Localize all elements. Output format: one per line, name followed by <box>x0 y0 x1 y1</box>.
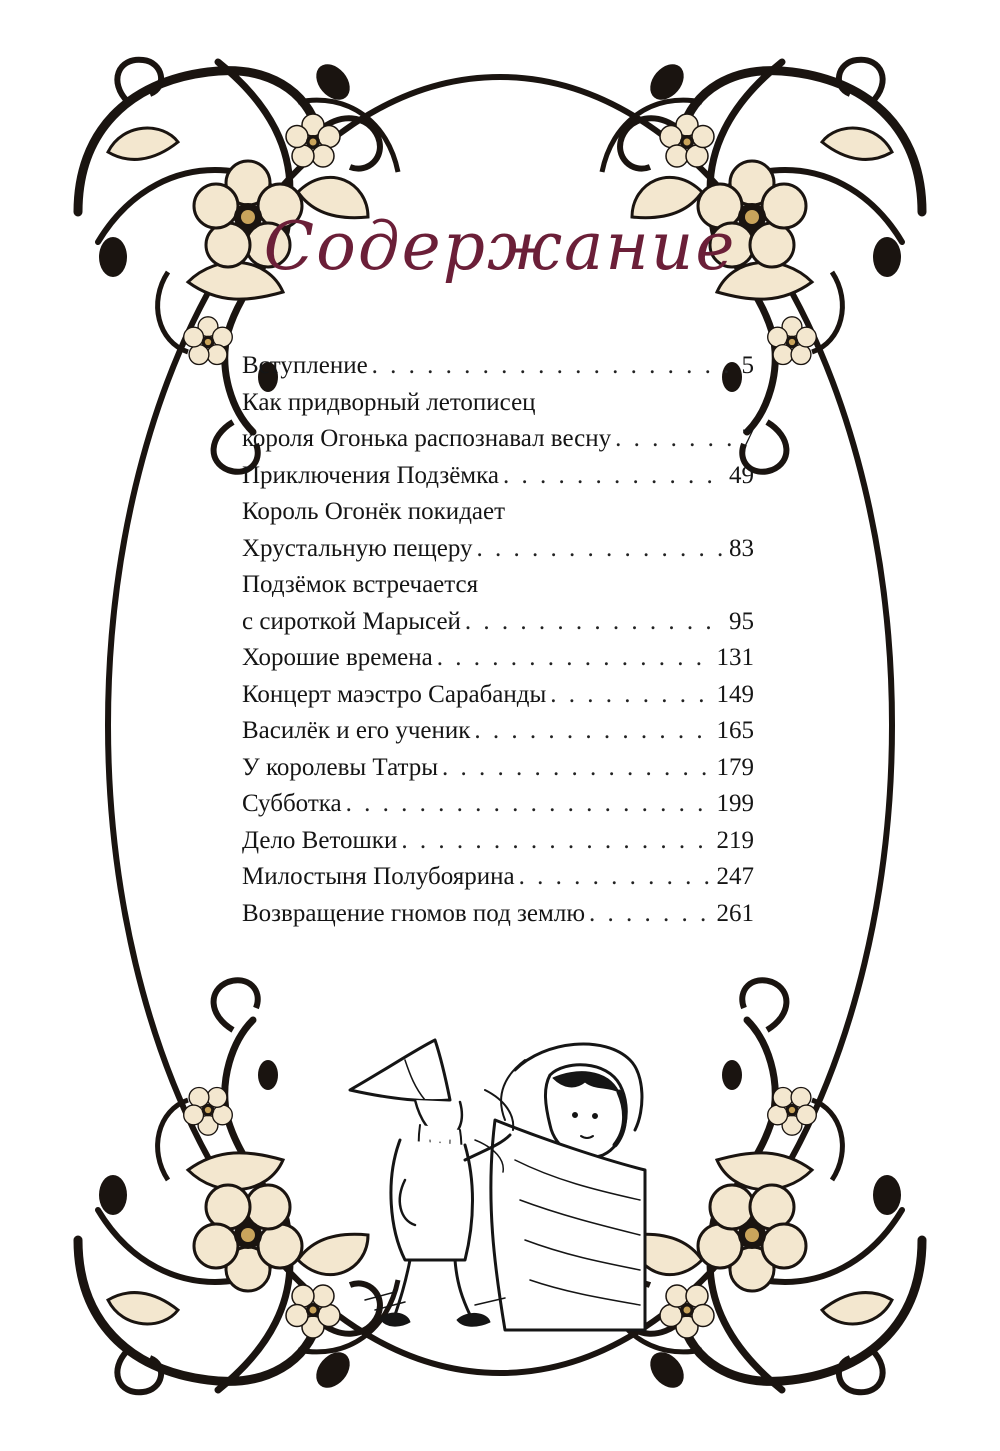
toc-entry-row <box>242 896 754 933</box>
toc-entry <box>242 567 754 640</box>
toc-page-number: 83 <box>729 534 754 562</box>
toc-page-number: 131 <box>716 644 754 671</box>
toc-entry-title: Дело Ветошки <box>242 826 398 854</box>
toc-entry-row <box>242 786 754 823</box>
toc-page-number: 179 <box>716 753 754 781</box>
table-of-contents <box>242 348 754 932</box>
dot-leader <box>401 823 712 860</box>
toc-entry-title-line: Подзёмок встречается <box>242 571 479 598</box>
toc-entry-title-line: Король Огонёк покидает <box>242 498 506 525</box>
toc-entry-title: Приключения Подзёмка <box>242 461 499 489</box>
toc-entry-title: Милостыня Полубоярина <box>242 863 515 890</box>
dot-leader <box>615 421 737 458</box>
toc-page-number: 49 <box>729 461 754 489</box>
toc-page-number: 219 <box>716 826 754 854</box>
toc-entry-row <box>242 859 754 896</box>
toc-entry-row <box>242 458 754 495</box>
toc-page-number: 247 <box>716 863 754 890</box>
dot-leader <box>474 713 712 750</box>
toc-entry <box>242 713 754 750</box>
dot-leader <box>519 859 713 896</box>
toc-entry-row <box>242 713 754 750</box>
dot-leader <box>477 531 725 568</box>
toc-entry-row <box>242 348 754 385</box>
toc-page-number: 7 <box>741 425 754 452</box>
toc-entry <box>242 677 754 714</box>
dot-leader <box>465 604 725 641</box>
toc-entry-row <box>242 531 754 568</box>
toc-entry-title: с сироткой Марысей <box>242 607 461 635</box>
toc-entry <box>242 750 754 787</box>
toc-entry <box>242 823 754 860</box>
toc-entry-title: Концерт маэстро Сарабанды <box>242 680 547 708</box>
toc-page-number: 199 <box>716 790 754 817</box>
dot-leader <box>437 640 713 677</box>
toc-entry-title: Возвращение гномов под землю <box>242 899 586 927</box>
toc-entry-row <box>242 750 754 787</box>
toc-entry-title: У королевы Татры <box>242 753 439 781</box>
toc-entry-title: Хрустальную пещеру <box>242 534 473 562</box>
toc-page-number: 5 <box>741 352 754 379</box>
toc-page-number: 95 <box>729 607 754 635</box>
toc-entry-row <box>242 823 754 860</box>
toc-page-number: 165 <box>716 717 754 744</box>
dot-leader <box>589 896 712 933</box>
toc-entry <box>242 385 754 458</box>
dot-leader <box>503 458 725 495</box>
toc-entry <box>242 348 754 385</box>
toc-entry-row <box>242 604 754 641</box>
dot-leader <box>442 750 712 787</box>
toc-entry-title: Субботка <box>242 790 342 817</box>
gnome-and-child-illustration <box>345 1030 655 1335</box>
toc-entry-row <box>242 677 754 714</box>
toc-entry-title: Вступление <box>242 352 368 379</box>
toc-entry-title: Хорошие времена <box>242 644 433 671</box>
toc-entry <box>242 640 754 677</box>
toc-entry-row <box>242 640 754 677</box>
toc-entry-row <box>242 421 754 458</box>
toc-entry <box>242 859 754 896</box>
dot-leader <box>550 677 712 714</box>
toc-entry <box>242 786 754 823</box>
toc-page-number: 149 <box>716 680 754 708</box>
toc-entry-title: Василёк и его ученик <box>242 717 471 744</box>
dot-leader <box>372 348 738 385</box>
toc-entry-title: короля Огонька распознавал весну <box>242 425 612 452</box>
toc-entry-title-line: Как придворный летописец <box>242 388 536 416</box>
page-title: Содержание <box>263 208 737 285</box>
toc-entry <box>242 458 754 495</box>
dot-leader <box>346 786 713 823</box>
toc-entry <box>242 494 754 567</box>
toc-page-number: 261 <box>716 899 754 927</box>
toc-entry <box>242 896 754 933</box>
